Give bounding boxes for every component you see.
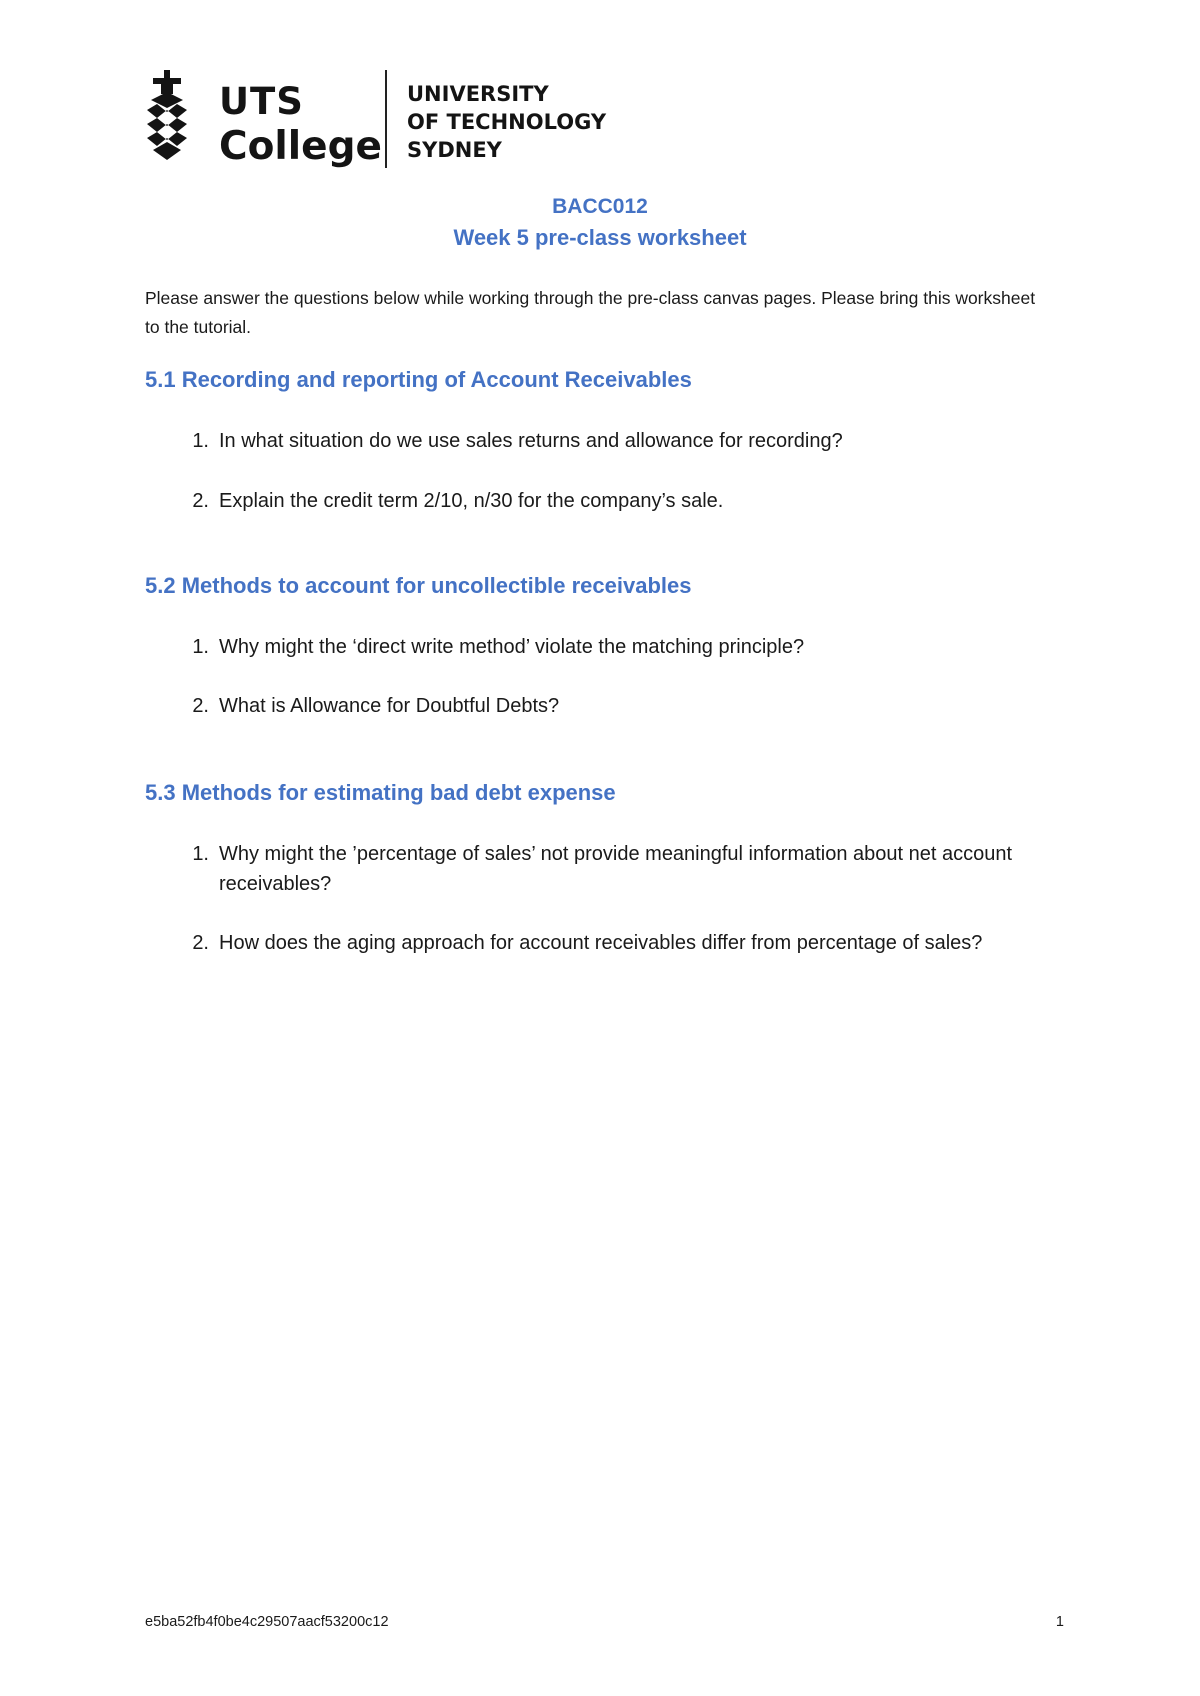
logo-name-line2: College	[219, 124, 382, 169]
logo-wordmark	[219, 80, 382, 170]
uts-college-logo	[147, 70, 607, 174]
question-item	[145, 691, 1065, 721]
uts-college-emblem-icon	[147, 70, 187, 168]
question-number: 2.	[192, 695, 209, 717]
question-number: 1.	[192, 843, 209, 865]
question-item	[145, 839, 1065, 899]
section-heading-5-2: 5.2 Methods to account for uncollectible receivables	[145, 573, 692, 598]
question-number: 1.	[192, 430, 209, 452]
document-header	[0, 192, 1200, 254]
question-number: 2.	[192, 932, 209, 954]
section-heading-5-3: 5.3 Methods for estimating bad debt expense	[145, 780, 616, 805]
question-number: 2.	[192, 490, 209, 512]
worksheet-title: Week 5 pre-class worksheet	[453, 225, 747, 250]
question-text: Why might the ‘direct write method’ violate the matching principle?	[219, 636, 805, 658]
intro-paragraph: Please answer the questions below while working through the pre-class canvas pages. Please bring this worksheet to the tutorial.	[145, 288, 1036, 337]
footer-document-id: e5ba52fb4f0be4c29507aacf53200c12	[145, 1614, 389, 1630]
university-line-1: UNIVERSITY	[407, 82, 549, 106]
question-item	[145, 928, 1065, 958]
section-heading-5-1: 5.1 Recording and reporting of Account Receivables	[145, 367, 692, 392]
question-item	[145, 632, 1065, 662]
question-item	[145, 486, 1065, 516]
university-name	[407, 80, 606, 164]
page-number: 1	[1055, 1614, 1064, 1630]
question-text: How does the aging approach for account receivables differ from percentage of sales?	[219, 932, 983, 954]
question-text: Why might the ’percentage of sales’ not provide meaningful information about net account receivables?	[219, 843, 1013, 895]
course-code: BACC012	[552, 195, 648, 218]
logo-divider	[385, 70, 387, 168]
question-text: Explain the credit term 2/10, n/30 for the company’s sale.	[219, 490, 724, 512]
question-text: In what situation do we use sales returns and allowance for recording?	[219, 430, 843, 452]
university-line-2: OF TECHNOLOGY	[407, 110, 607, 134]
logo-name-line1: UTS	[219, 80, 304, 123]
question-number: 1.	[192, 636, 209, 658]
question-item	[145, 426, 1065, 456]
university-line-3: SYDNEY	[407, 138, 502, 162]
question-text: What is Allowance for Doubtful Debts?	[219, 695, 560, 717]
